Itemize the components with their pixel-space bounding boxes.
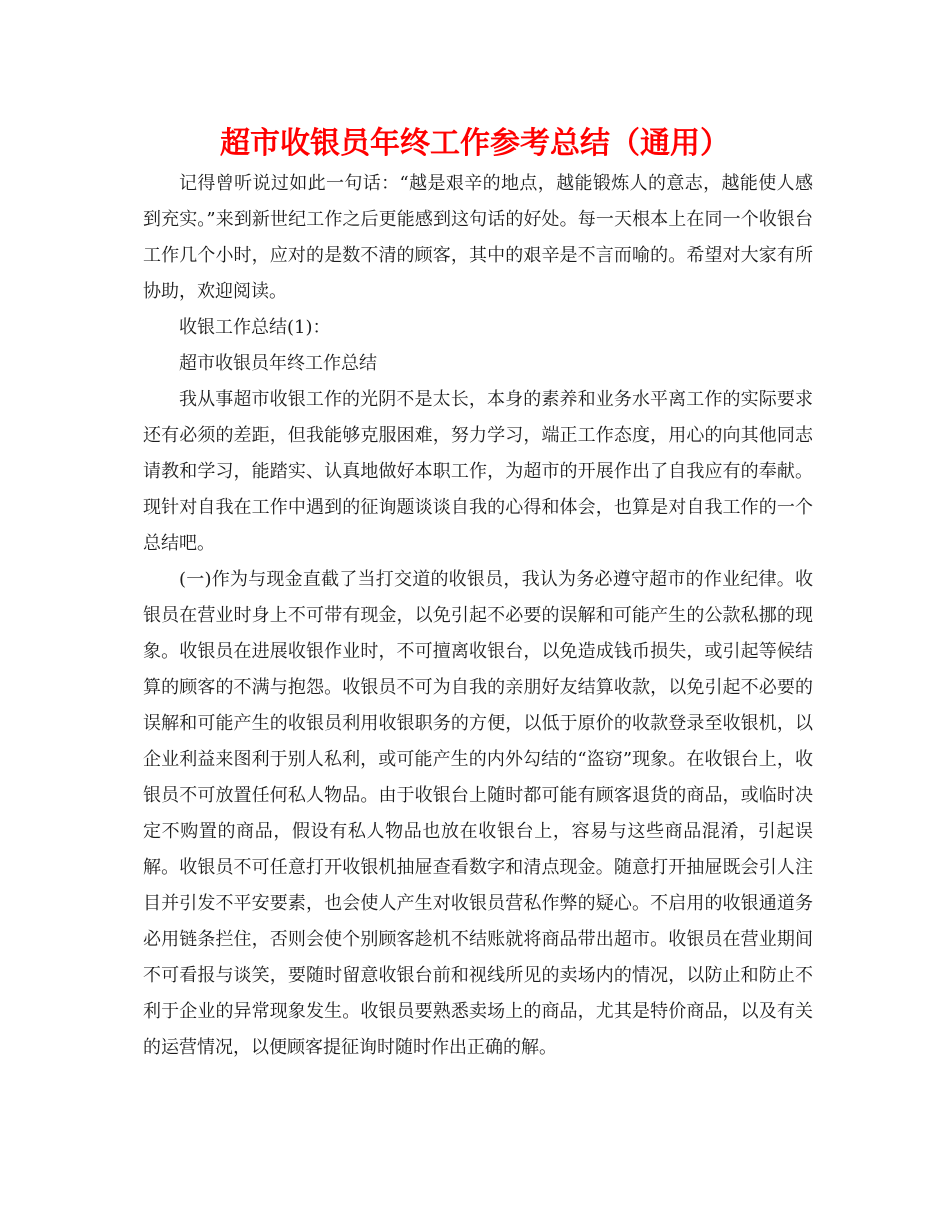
paragraph-body-2: (一)作为与现金直截了当打交道的收银员，我认为务必遵守超市的作业纪律。收银员在营业时身上不可带有现金，以免引起不必要的误解和可能产生的公款私挪的现象。收银员在进展收银作业时，不可擅离收银台，以免造成钱币损失，或引起等候结算的顾客的不满与抱怨。收银员不可为自我的亲朋好友结算收款，以免引起不必要的误解和可能产生的收银员利用收银职务的方便，以低于原价的收款登录至收银机，以企业利益来图利于别人私利，或可能产生的内外勾结的“盗窃”现象。在收银台上，收银员不可放置任何私人物品。由于收银台上随时都可能有顾客退货的商品，或临时决定不购置的商品，假设有私人物品也放在收银台上，容易与这些商品混淆，引起误解。收银员不可任意打开收银机抽屉查看数字和清点现金。随意打开抽屉既会引人注目并引发不平安要素，也会使人产生对收银员营私作弊的疑心。不启用的收银通道务必用链条拦住，否则会使个别顾客趁机不结账就将商品带出超市。收银员在营业期间不可看报与谈笑，要随时留意收银台前和视线所见的卖场内的情况，以防止和防止不利于企业的异常现象发生。收银员要熟悉卖场上的商品，尤其是特价商品，以及有关的运营情况，以便顾客提征询时随时作出正确的解。 [143, 569, 813, 1058]
paragraph-body-1: 我从事超市收银工作的光阴不是太长，本身的素养和业务水平离工作的实际要求还有必须的差距，但我能够克服困难，努力学习，端正工作态度，用心的向其他同志请教和学习，能踏实、认真地做好本职工作，为超市的开展作出了自我应有的奉献。现针对自我在工作中遇到的征询题谈谈自我的心得和体会，也算是对自我工作的一个总结吧。 [143, 389, 813, 554]
paragraph-section-label: 收银工作总结(1)： [179, 317, 331, 338]
document-title: 超市收银员年终工作参考总结（通用） [220, 126, 730, 161]
paragraph-intro: 记得曾听说过如此一句话：“越是艰辛的地点，越能锻炼人的意志，越能使人感到充实。”来到新世纪工作之后更能感到这句话的好处。每一天根本上在同一个收银台工作几个小时，应对的是数不清的顾客，其中的艰辛是不言而喻的。希望对大家有所协助，欢迎阅读。 [143, 173, 813, 302]
document-body [143, 166, 813, 1066]
paragraph-subtitle: 超市收银员年终工作总结 [179, 353, 377, 374]
